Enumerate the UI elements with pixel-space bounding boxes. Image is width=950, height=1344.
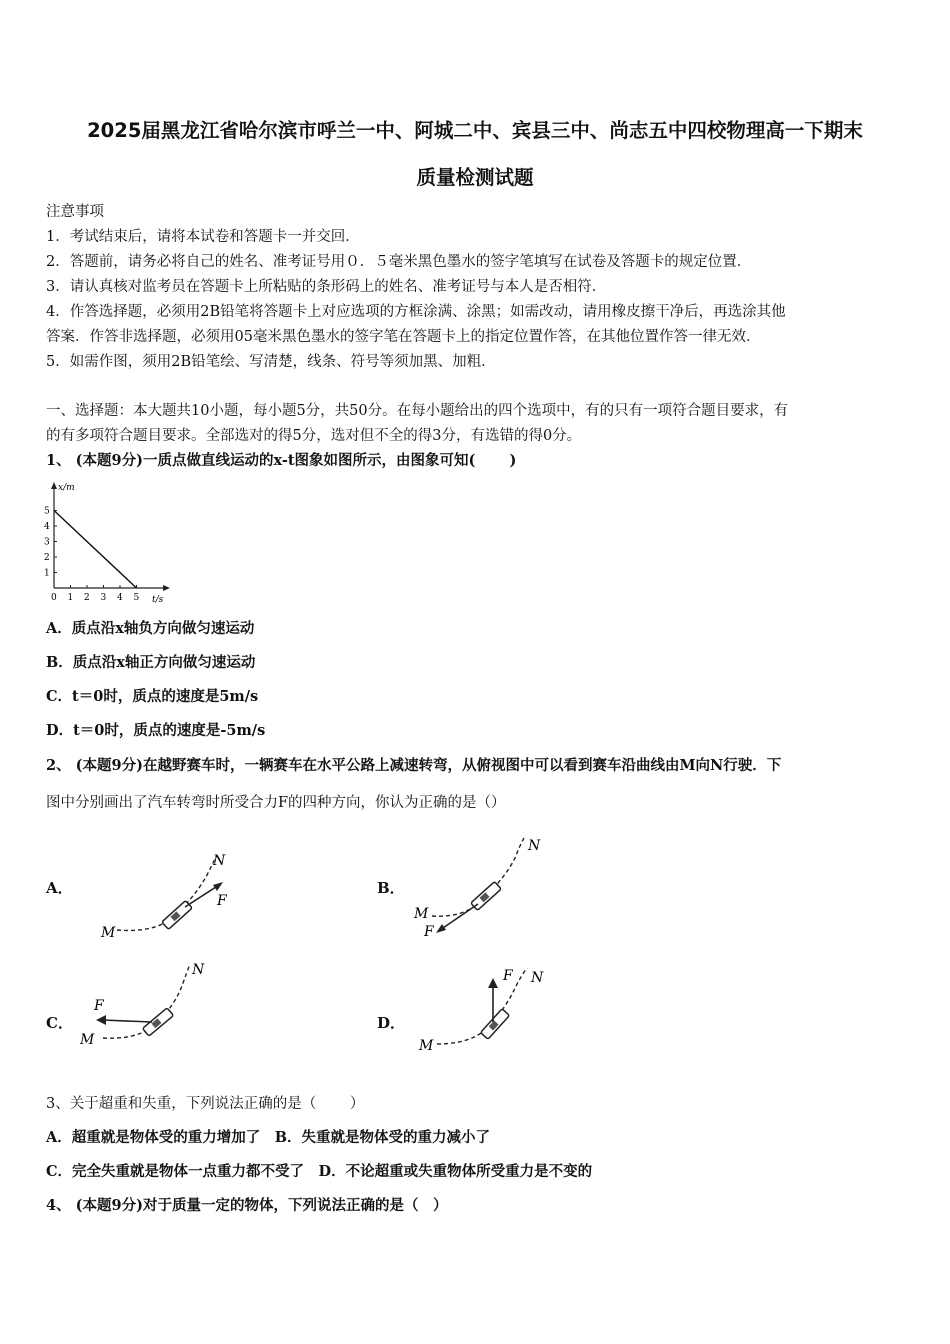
graph-y-axis-arrow (51, 482, 57, 489)
graph-x-tick-label: 2 (84, 593, 90, 603)
q2-stem-line1: 2、 (本题9分)在越野赛车时，一辆赛车在水平公路上减速转弯，从俯视图中可以看到赛车沿曲线由M向N行驶．下 (46, 757, 782, 774)
q2-option-a-label: A． (46, 879, 73, 897)
q1-xt-graph (40, 478, 175, 608)
label-m: M (80, 1032, 95, 1048)
graph-y-tick-label: 5 (44, 506, 50, 517)
q2-diagram-b (410, 830, 570, 940)
q1-option-d: D．t＝0时，质点的速度是-5m/s (46, 722, 266, 739)
label-n: N (528, 838, 541, 854)
q1-graph-x-axis-label: t/s (152, 595, 164, 605)
q2-option-d-label: D． (377, 1014, 406, 1032)
graph-y-tick-label: 1 (44, 568, 50, 579)
graph-x-tick-label: 1 (67, 593, 74, 603)
q1-graph-y-axis-label: x/m (58, 483, 75, 493)
notice-item-2: 2．答题前，请务必将自己的姓名、准考证号用０．５毫米黑色墨水的签字笔填写在试卷及答题卡的规定位置． (46, 254, 752, 270)
notice-item-5: 5．如需作图，须用2B铅笔绘、写清楚，线条、符号等须加黑、加粗． (46, 354, 496, 370)
graph-x-tick-label: 5 (133, 593, 140, 603)
label-f: F (424, 924, 434, 940)
q1-option-a: A．质点沿x轴负方向做匀速运动 (46, 620, 255, 637)
graph-x-axis-arrow (163, 585, 170, 591)
notice-item-3: 3．请认真核对监考员在答题卡上所粘贴的条形码上的姓名、准考证号与本人是否相符． (46, 279, 607, 295)
force-arrow-head (436, 924, 446, 933)
force-arrow-head (488, 978, 498, 988)
q4-stem: 4、 (本题9分)对于质量一定的物体，下列说法正确的是（ ） (46, 1197, 448, 1214)
notice-item-1: 1．考试结束后，请将本试卷和答题卡一并交回． (46, 229, 360, 245)
q1-stem: 1、 (本题9分)一质点做直线运动的x-t图象如图所示，由图象可知( ) (46, 452, 517, 469)
label-n: N (213, 853, 226, 869)
q2-option-b-label: B． (377, 879, 405, 897)
notice-item-4-cont: 答案．作答非选择题，必须用05毫米黑色墨水的签字笔在答题卡上的指定位置作答，在其他位置作答一律无效． (46, 329, 761, 345)
exam-title-line1: 2025届黑龙江省哈尔滨市呼兰一中、阿城二中、宾县三中、尚志五中四校物理高一下期末 (87, 119, 863, 142)
graph-data-line (54, 511, 137, 589)
notice-heading: 注意事项 (46, 204, 104, 220)
graph-y-tick-label: 2 (44, 553, 50, 563)
q2-diagram-a (95, 845, 255, 945)
label-f: F (503, 968, 513, 984)
force-arrow-head (96, 1015, 106, 1025)
label-m: M (419, 1038, 434, 1054)
section1-instructions-line1: 一、选择题：本大题共10小题，每小题5分，共50分。在每小题给出的四个选项中，有的只有一项符合题目要求，有 (46, 403, 789, 419)
q3-stem: 3、关于超重和失重，下列说法正确的是（ ） (46, 1096, 365, 1112)
race-car-icon (481, 1009, 510, 1039)
force-arrow (440, 904, 478, 930)
graph-y-tick-label: 4 (44, 522, 50, 532)
force-arrow-head (213, 882, 223, 891)
label-n: N (531, 970, 544, 986)
graph-y-tick-label: 3 (44, 537, 50, 548)
graph-x-tick-label: 0 (51, 593, 57, 603)
label-f: F (94, 998, 104, 1014)
label-f: F (217, 893, 227, 909)
q2-diagram-c (78, 958, 238, 1053)
label-n: N (192, 962, 205, 978)
graph-x-tick-label: 3 (100, 593, 107, 603)
q3-options-ab: A．超重就是物体受的重力增加了 B．失重就是物体受的重力减小了 (46, 1129, 491, 1146)
exam-title-line2: 质量检测试题 (416, 166, 534, 189)
q3-options-cd: C．完全失重就是物体一点重力都不受了 D．不论超重或失重物体所受重力是不变的 (46, 1163, 593, 1180)
q1-option-c: C．t＝0时，质点的速度是5m/s (46, 688, 259, 705)
graph-x-tick-label: 4 (117, 593, 123, 603)
label-m: M (414, 906, 429, 922)
notice-item-4: 4．作答选择题，必须用2B铅笔将答题卡上对应选项的方框涂满、涂黑；如需改动，请用橡皮擦干净后，再选涂其他 (46, 304, 786, 320)
q2-option-c-label: C． (46, 1014, 73, 1032)
q2-diagram-d (415, 960, 575, 1060)
label-m: M (101, 925, 116, 941)
force-arrow (102, 1020, 152, 1022)
section1-instructions-line2: 的有多项符合题目要求。全部选对的得5分，选对但不全的得3分，有选错的得0分。 (46, 428, 582, 444)
q1-option-b: B．质点沿x轴正方向做匀速运动 (46, 654, 256, 671)
q2-stem-line2: 图中分别画出了汽车转弯时所受合力F的四种方向，你认为正确的是（） (46, 795, 506, 811)
force-arrow (185, 885, 219, 907)
